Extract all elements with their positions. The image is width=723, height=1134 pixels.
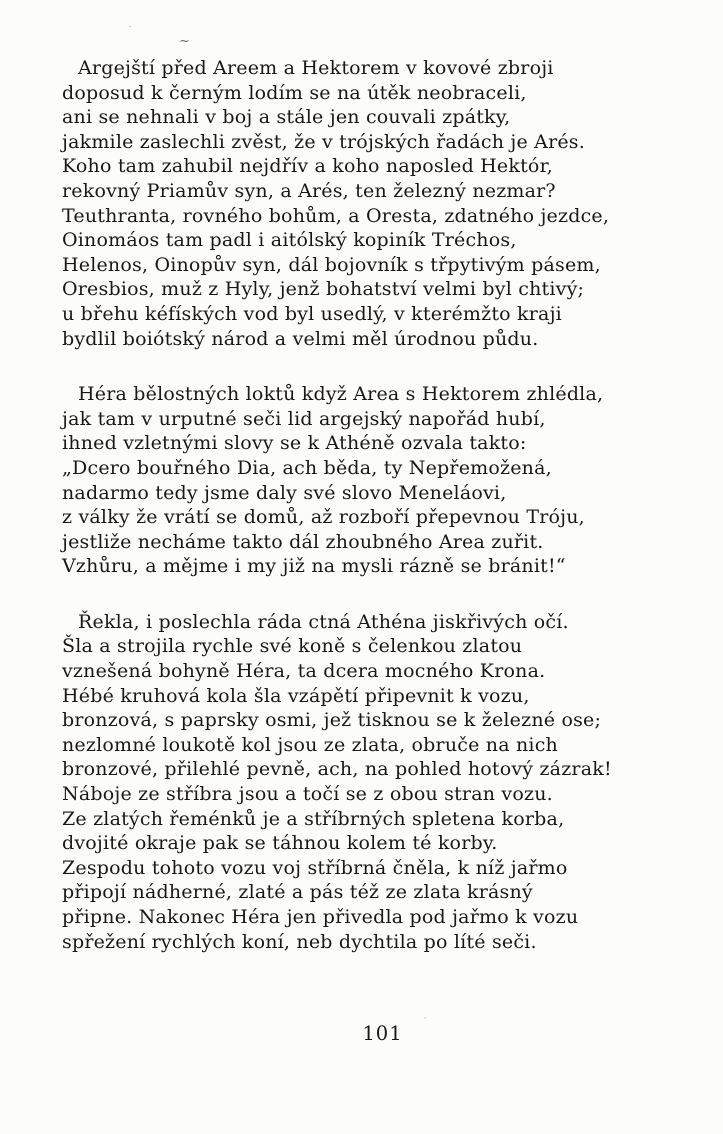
verse-paragraph-3 <box>62 610 676 954</box>
verse-line: Oresbios, muž z Hyly, jenž bohatství velmi byl chtivý; <box>62 278 585 301</box>
verse-line: Zespodu tohoto vozu voj stříbrná čněla, k níž jařmo <box>62 856 568 879</box>
verse-line: jakmile zaslechli zvěst, že v trójských řadách je Arés. <box>62 130 585 153</box>
verse-line: rekovný Priamův syn, a Arés, ten železný nezmar? <box>62 179 556 202</box>
verse-line: doposud k černým lodím se na útěk neobraceli, <box>62 81 527 104</box>
verse-line: ihned vzletnými slovy se k Athéně ozvala takto: <box>62 432 527 455</box>
verse-line: nezlomné loukotě kol jsou ze zlata, obruče na nich <box>62 733 558 756</box>
verse-line: Argejští před Areem a Hektorem v kovové zbroji <box>78 57 554 79</box>
verse-line: jak tam v urputné seči lid argejský napořád hubí, <box>62 407 546 430</box>
verse-line: Řekla, i poslechla ráda ctná Athéna jiskřivých očí. <box>78 610 569 633</box>
page-text-block <box>62 56 676 954</box>
verse-line: bronzové, přilehlé pevně, ach, na pohled hotový zázrak! <box>62 758 612 781</box>
verse-paragraph-2 <box>62 382 676 579</box>
verse-line: Helenos, Oinopův syn, dál bojovník s třpytivým pásem, <box>62 253 601 276</box>
scan-artifact-speck: " <box>424 1017 427 1024</box>
verse-line: připojí nádherné, zlaté a pás též ze zlata krásný <box>62 881 533 904</box>
scan-artifact-tilde: ~ <box>179 34 190 49</box>
verse-line: bydlil boiótský národ a velmi měl úrodnou půdu. <box>62 327 539 350</box>
page-footer <box>0 1022 723 1045</box>
verse-line: ani se nehnali v boj a stále jen couvali zpátky, <box>62 106 511 129</box>
verse-line: Šla a strojila rychle své koně s čelenkou zlatou <box>62 635 523 658</box>
verse-line: Oinomáos tam padl i aitólský kopiník Tréchos, <box>62 229 517 252</box>
verse-line: Vzhůru, a mějme i my již na mysli rázně se bránit!“ <box>62 555 566 578</box>
verse-line: jestliže necháme takto dál zhoubného Area zuřit. <box>62 530 544 553</box>
verse-line: bronzová, s paprsky osmi, jež tisknou se k železné ose; <box>62 709 602 732</box>
verse-line: u břehu kéfíských vod byl usedlý, v kterémžto kraji <box>62 302 562 325</box>
verse-line: připne. Nakonec Héra jen přivedla pod jařmo k vozu <box>62 906 579 928</box>
verse-line: dvojité okraje pak se táhnou kolem té korby. <box>62 832 498 855</box>
verse-line: Teuthranta, rovného bohům, a Oresta, zdatného jezdce, <box>62 204 610 227</box>
page-number: 101 <box>362 1022 403 1045</box>
verse-line: Ze zlatých řeménků je a stříbrných spletena korba, <box>62 807 565 830</box>
verse-line: nadarmo tedy jsme daly své slovo Meneláovi, <box>62 481 507 504</box>
scan-artifact-dot: . <box>129 21 132 29</box>
verse-line: Koho tam zahubil nejdřív a koho naposled Hektór, <box>62 155 554 178</box>
verse-line: vznešená bohyně Héra, ta dcera mocného Krona. <box>62 660 546 683</box>
verse-line: Náboje ze stříbra jsou a točí se z obou stran vozu. <box>62 783 553 806</box>
verse-paragraph-1 <box>62 56 676 351</box>
verse-line: Hébé kruhová kola šla vzápětí připevnit k vozu, <box>62 684 530 707</box>
verse-line: „Dcero bouřného Dia, ach běda, ty Nepřemožená, <box>62 456 552 479</box>
verse-line: Héra bělostných loktů když Area s Hektorem zhlédla, <box>78 383 604 406</box>
verse-line: spřežení rychlých koní, neb dychtila po líté seči. <box>62 930 537 953</box>
verse-line: z války že vrátí se domů, až rozboří přepevnou Tróju, <box>62 506 585 529</box>
